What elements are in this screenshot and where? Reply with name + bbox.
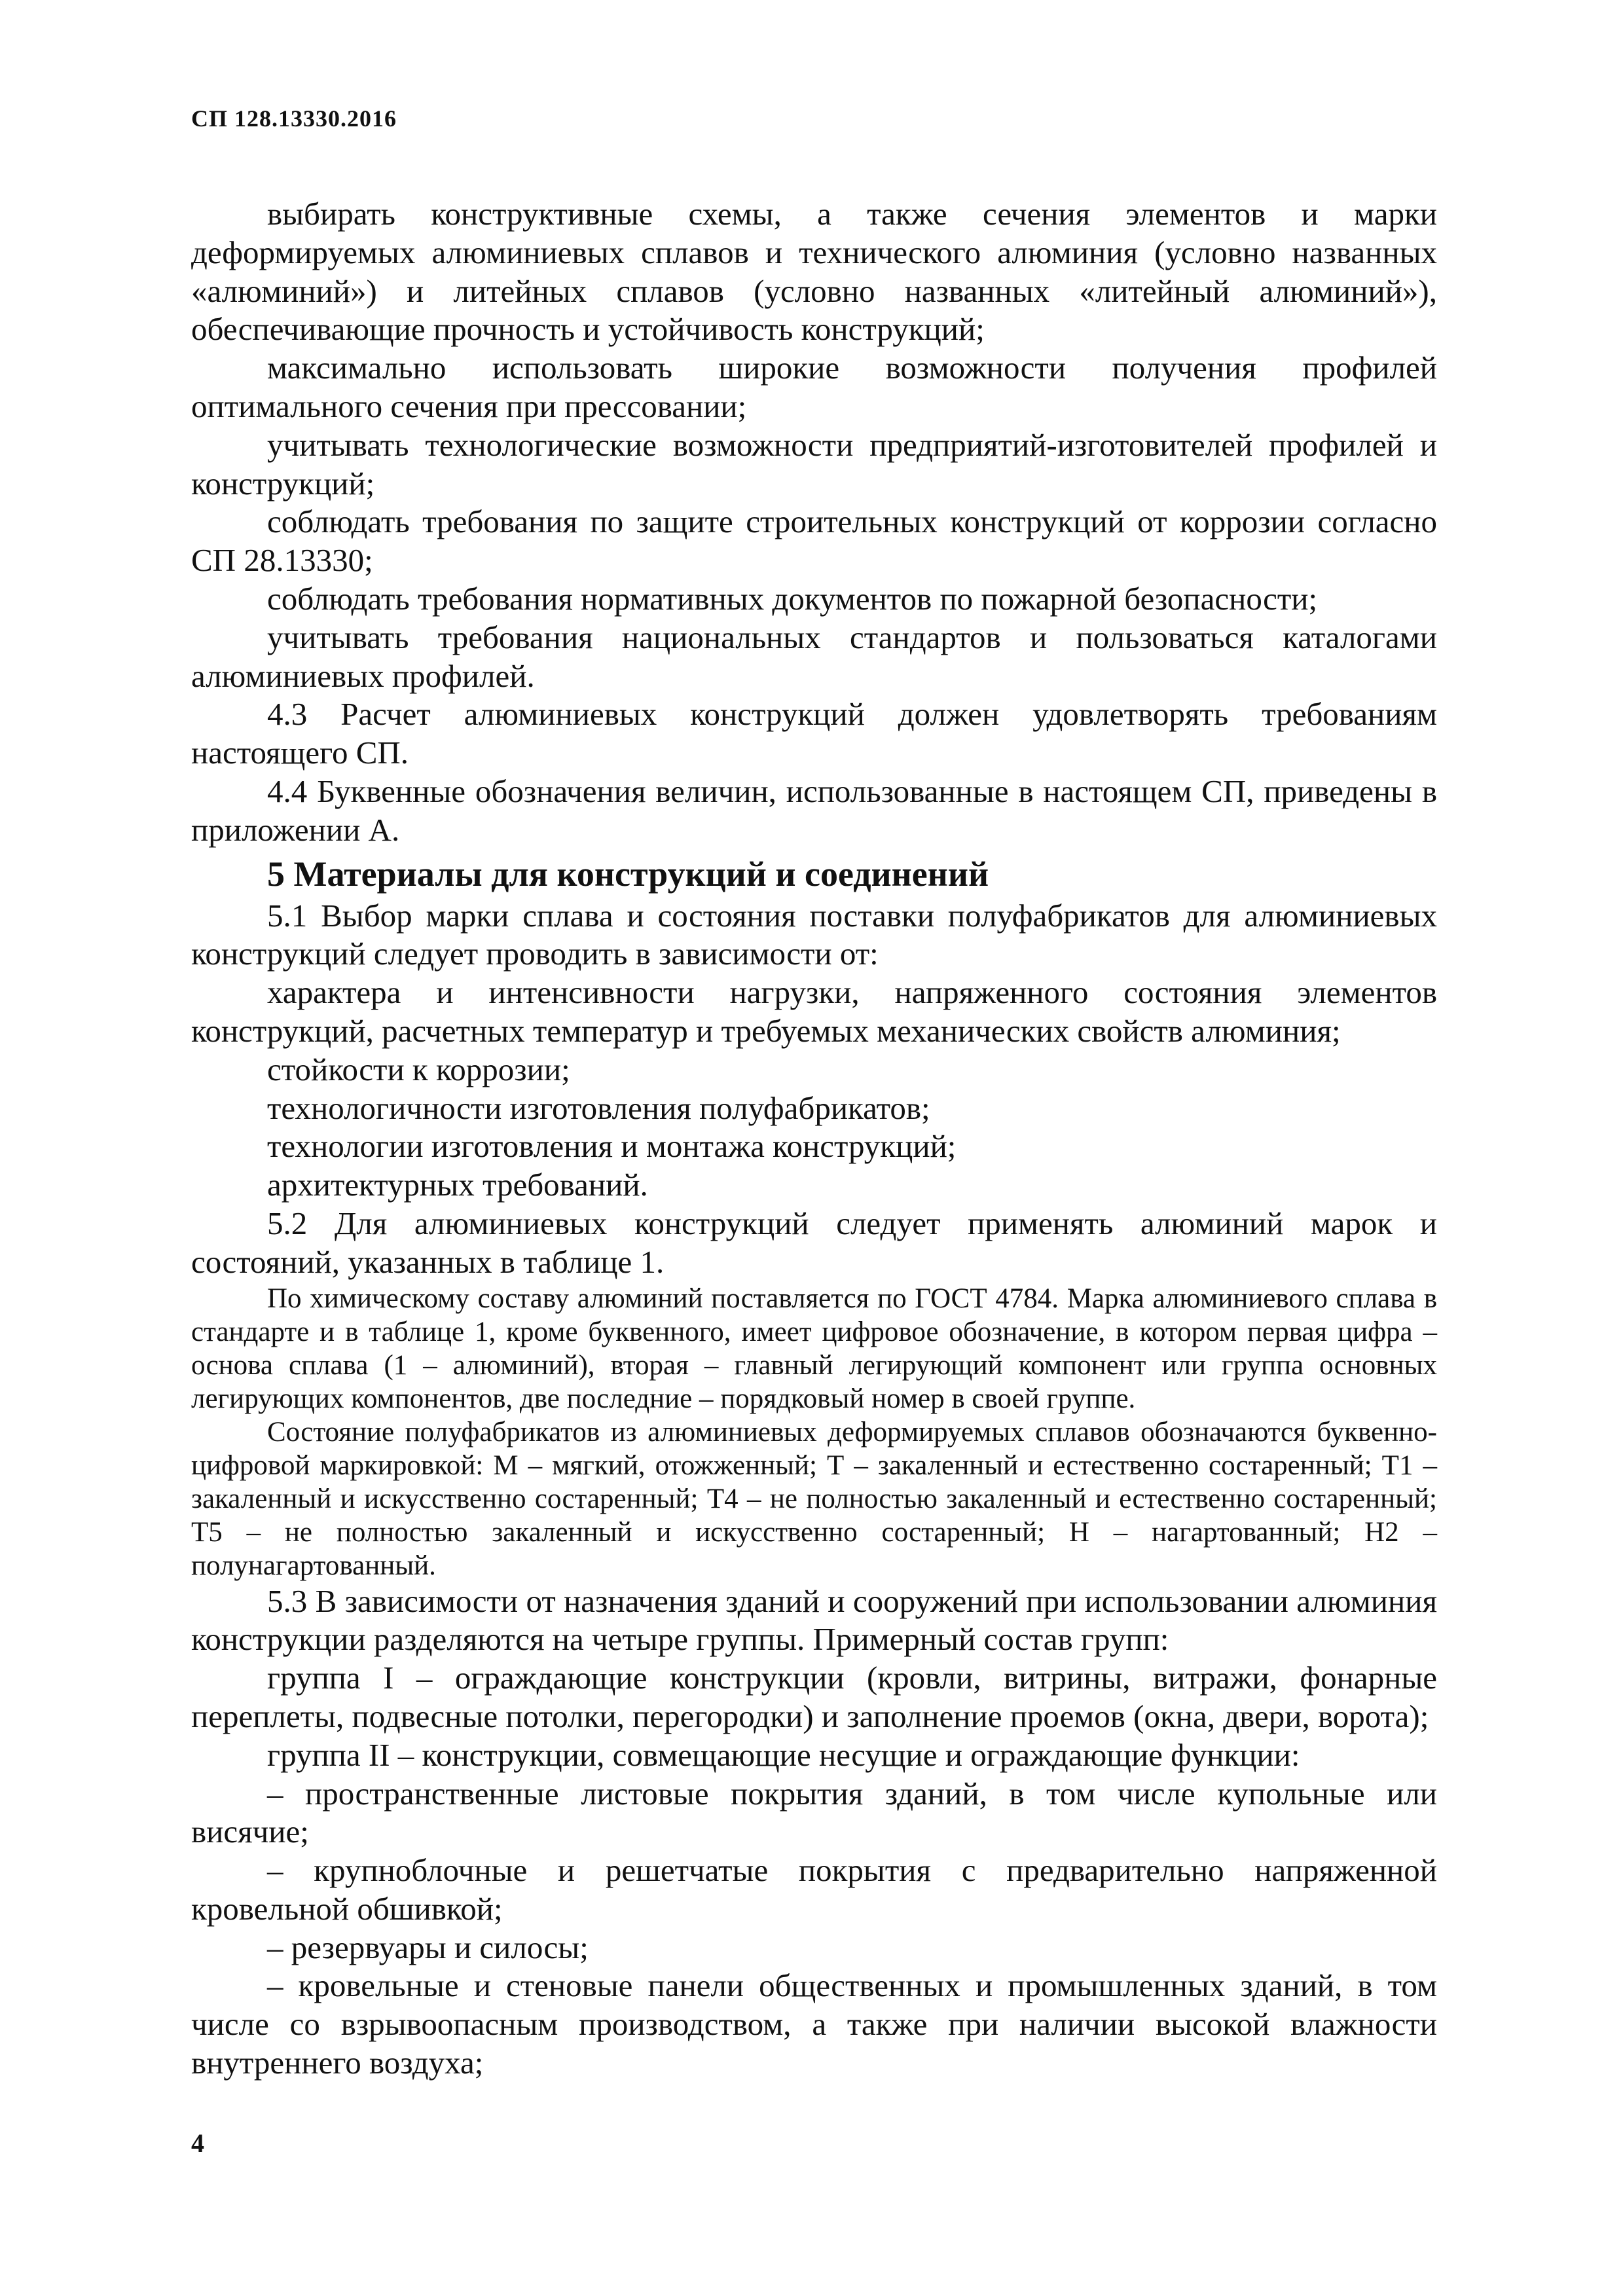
paragraph: характера и интенсивности нагрузки, напряженного состояния элементов конструкций, расчетных температур и требуемых механических свойств алюминия;	[191, 974, 1437, 1049]
document-body	[191, 195, 1437, 2083]
paragraph: учитывать требования национальных стандартов и пользоваться каталогами алюминиевых профилей.	[191, 619, 1437, 694]
paragraph: 5.3 В зависимости от назначения зданий и сооружений при использовании алюминия конструкции разделяются на четыре группы. Примерный состав групп:	[191, 1582, 1437, 1658]
paragraph: учитывать технологические возможности предприятий-изготовителей профилей и конструкций;	[191, 426, 1437, 501]
paragraph: архитектурных требований.	[267, 1167, 648, 1203]
paragraph: 4.4 Буквенные обозначения величин, использованные в настоящем СП, приведены в приложении А.	[191, 773, 1437, 848]
note-paragraph: Состояние полуфабрикатов из алюминиевых деформируемых сплавов обозначаются буквенно-цифровой маркировкой: М – мягкий, отожженный; Т – закаленный и естественно состаренный; Т1 – закаленный и искусственно состаренный; Т4 – не полностью закаленный и естественно состаренный; Т5 – не полностью закаленный и искусственно состаренный; Н – нагартованный; Н2 – полунагартованный.	[191, 1416, 1437, 1581]
list-item: – крупноблочные и решетчатые покрытия с предварительно напряженной кровельной обшивкой;	[191, 1852, 1437, 1927]
list-item: – пространственные листовые покрытия зданий, в том числе купольные или висячие;	[191, 1775, 1437, 1850]
paragraph: выбирать конструктивные схемы, а также сечения элементов и марки деформируемых алюминиевых сплавов и технического алюминия (условно названных «алюминий») и литейных сплавов (условно названных «литейный алюминий»), обеспечивающие прочность и устойчивость конструкций;	[191, 196, 1437, 348]
paragraph: группа I – ограждающие конструкции (кровли, витрины, витражи, фонарные переплеты, подвесные потолки, перегородки) и заполнение проемов (окна, двери, ворота);	[191, 1660, 1437, 1734]
paragraph: соблюдать требования нормативных документов по пожарной безопасности;	[267, 580, 1318, 617]
page-number: 4	[191, 2128, 204, 2158]
document-code-header: СП 128.13330.2016	[191, 105, 397, 132]
paragraph: технологичности изготовления полуфабрикатов;	[267, 1089, 930, 1126]
paragraph: 5.1 Выбор марки сплава и состояния поставки полуфабрикатов для алюминиевых конструкций следует проводить в зависимости от:	[191, 897, 1437, 972]
list-item: – кровельные и стеновые панели общественных и промышленных зданий, в том числе со взрывоопасным производством, а также при наличии высокой влажности внутреннего воздуха;	[191, 1967, 1437, 2081]
paragraph: максимально использовать широкие возможности получения профилей оптимального сечения при прессовании;	[191, 350, 1437, 424]
section-heading: 5 Материалы для конструкций и соединений	[267, 854, 989, 894]
paragraph: технологии изготовления и монтажа конструкций;	[267, 1128, 957, 1165]
paragraph: 4.3 Расчет алюминиевых конструкций должен удовлетворять требованиям настоящего СП.	[191, 696, 1437, 771]
paragraph: стойкости к коррозии;	[267, 1051, 570, 1087]
note-paragraph: По химическому составу алюминий поставляется по ГОСТ 4784. Марка алюминиевого сплава в стандарте и в таблице 1, кроме буквенного, имеет цифровое обозначение, в котором первая цифра – основа сплава (1 – алюминий), вторая – главный легирующий компонент или группа основных легирующих компонентов, две последние – порядковый номер в своей группе.	[191, 1283, 1437, 1414]
list-item: – резервуары и силосы;	[267, 1929, 589, 1965]
paragraph: группа II – конструкции, совмещающие несущие и ограждающие функции:	[267, 1736, 1300, 1773]
paragraph: 5.2 Для алюминиевых конструкций следует применять алюминий марок и состояний, указанных в таблице 1.	[191, 1205, 1437, 1280]
paragraph: соблюдать требования по защите строительных конструкций от коррозии согласно СП 28.13330;	[191, 503, 1437, 579]
